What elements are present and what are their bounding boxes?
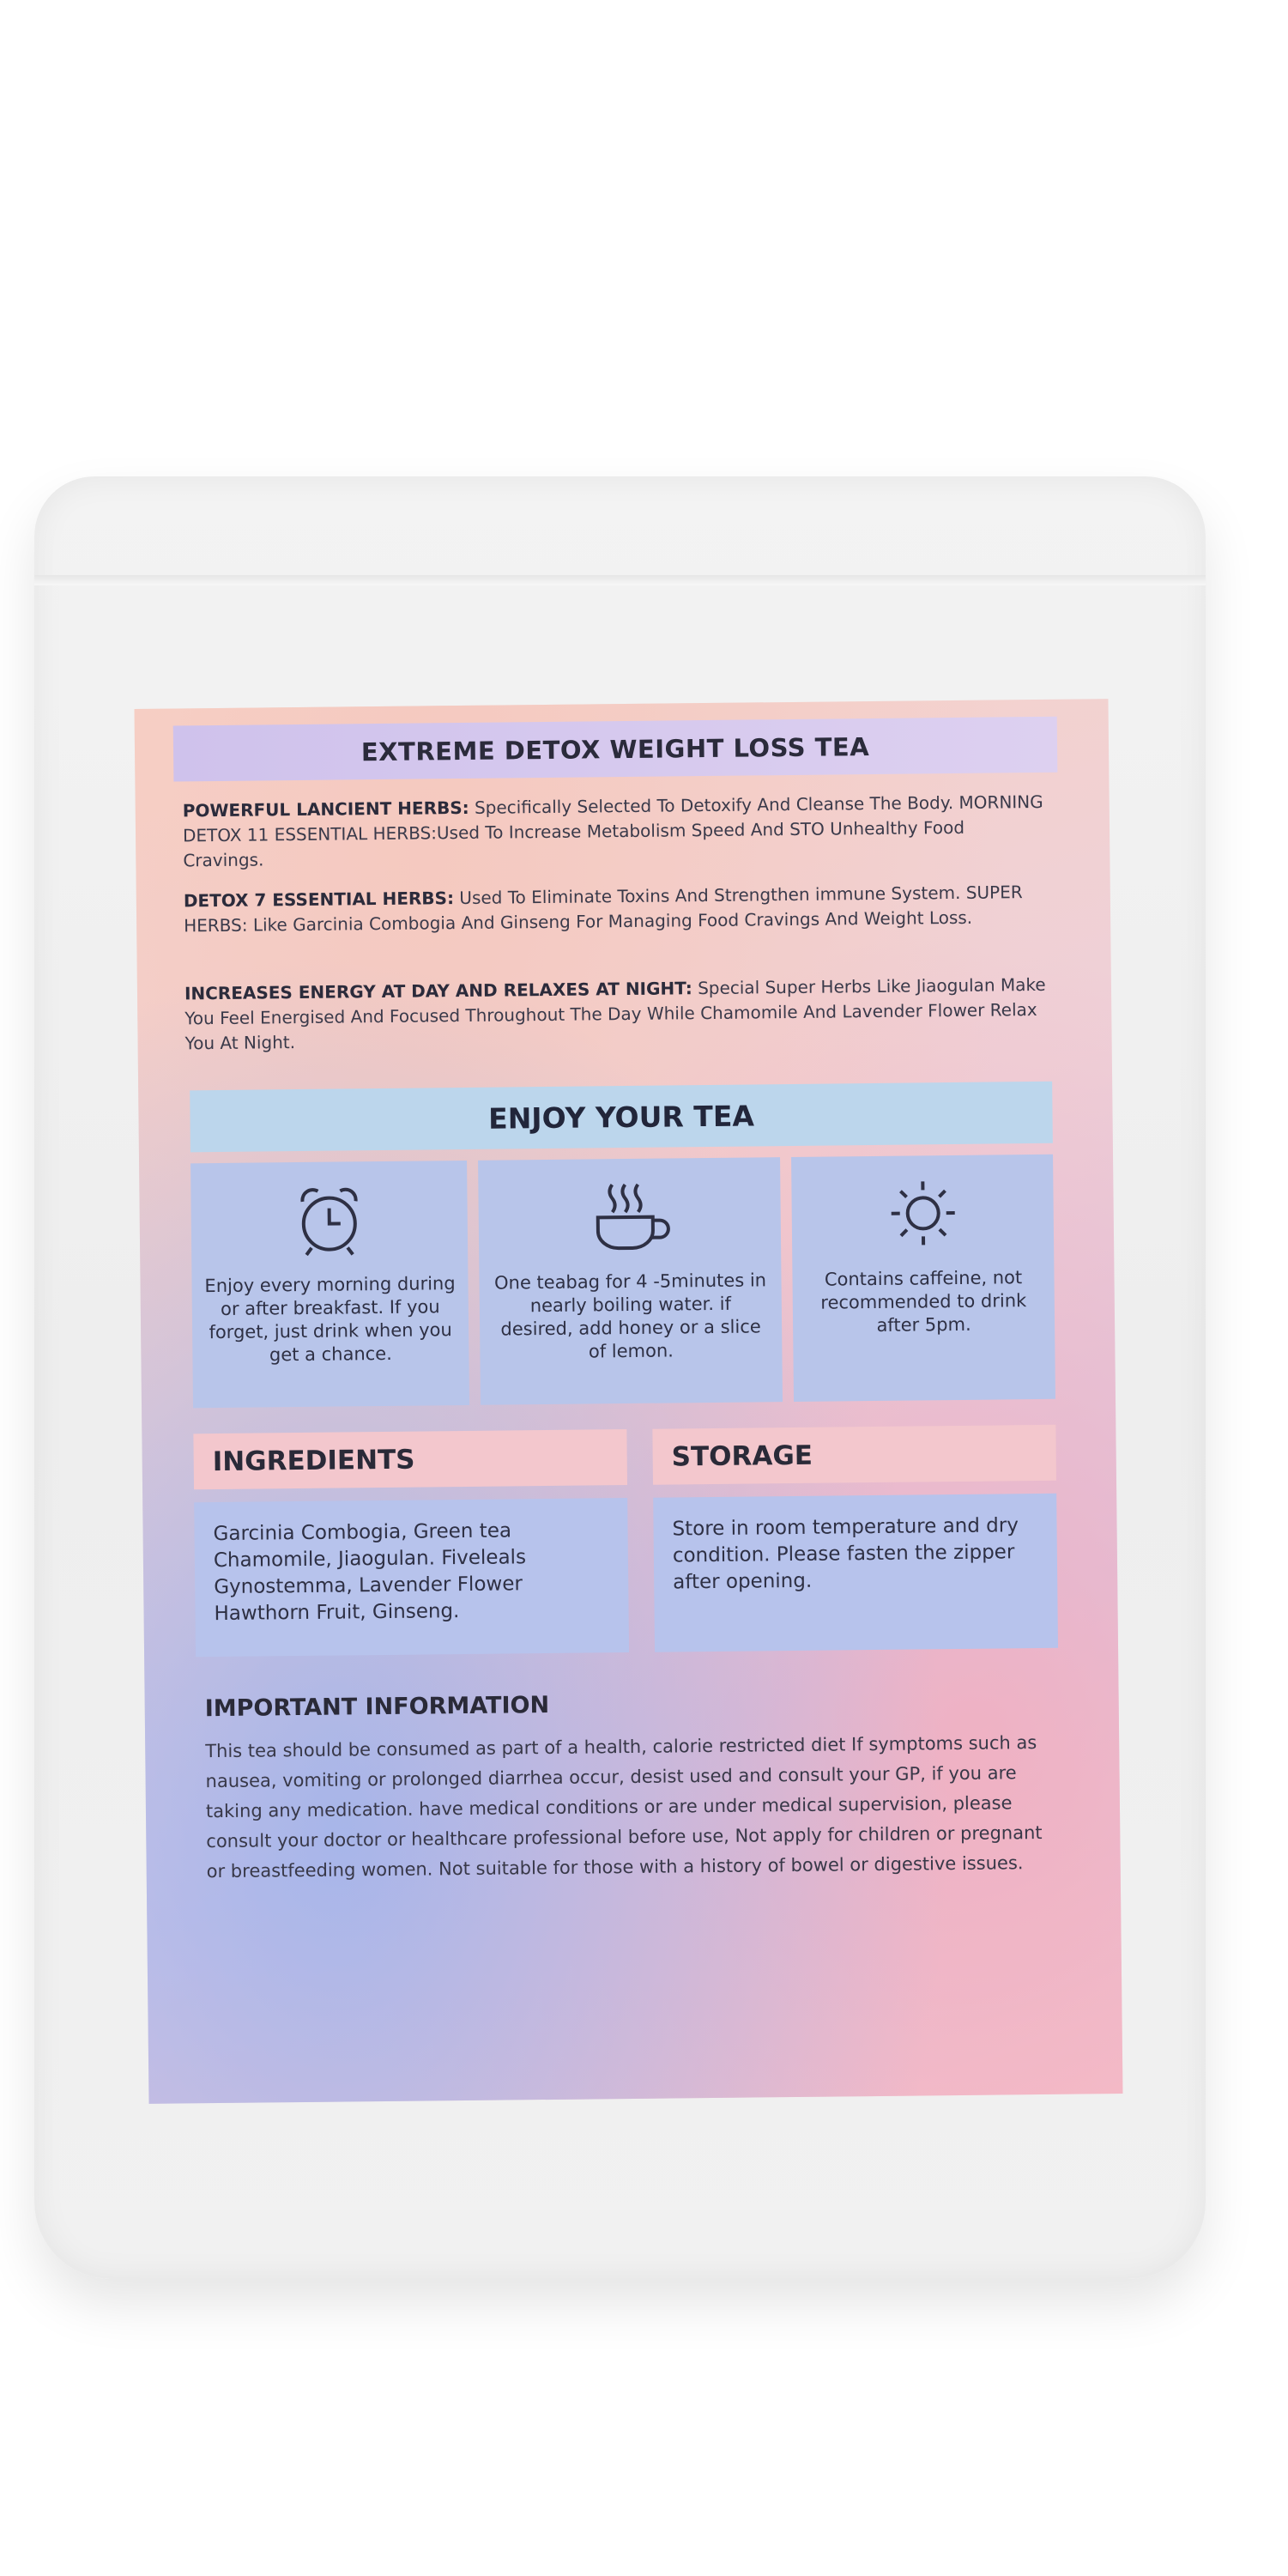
enjoy-title: ENJOY YOUR TEA xyxy=(190,1082,1053,1153)
tile-text: Contains caffeine, not recommended to drink after 5pm. xyxy=(820,1267,1027,1336)
tile-morning xyxy=(190,1161,469,1408)
herbs-paragraph-1 xyxy=(183,790,1050,874)
paragraph-body: Specifically Selected To Detoxify And Cleanse The Body. MORNING DETOX 11 ESSENTIAL HERBS:Used To Increase Metabolism Speed And STO Unhealthy Food Cravings. xyxy=(182,791,1043,871)
product-label xyxy=(135,699,1123,2104)
important-text: This tea should be consumed as part of a health, calorie restricted diet If symptoms such as nausea, vomiting or prolonged diarrhea occur, desist used and consult your GP, if you are taking any medication. have medical conditions or are under medical supervision, please consult your doctor or healthcare professional before use, Not apply for children or pregnant or breastfeeding women. Not suitable for those with a history of bowel or digestive issues. xyxy=(205,1732,1043,1882)
teacup-icon xyxy=(478,1176,781,1257)
paragraph-body: Used To Eliminate Toxins And Strengthen immune System. SUPER HERBS: Like Garcinia Combogia And Ginseng For Managing Food Cravings And Weight Loss. xyxy=(184,882,1023,936)
paragraph-heading: INCREASES ENERGY AT DAY AND RELAXES AT NIGHT: xyxy=(184,978,692,1004)
product-title: EXTREME DETOX WEIGHT LOSS TEA xyxy=(173,717,1058,782)
tile-caffeine xyxy=(791,1155,1055,1402)
herbs-paragraph-2 xyxy=(184,880,1051,939)
storage-text: Store in room temperature and dry condition. Please fasten the zipper after opening. xyxy=(653,1494,1058,1652)
sun-icon xyxy=(791,1173,1054,1253)
tile-brewing xyxy=(478,1157,783,1405)
storage-heading: STORAGE xyxy=(652,1425,1056,1485)
paragraph-heading: POWERFUL LANCIENT HERBS: xyxy=(182,797,469,821)
ingredients-heading: INGREDIENTS xyxy=(193,1429,627,1489)
paragraph-heading: DETOX 7 ESSENTIAL HERBS: xyxy=(183,888,455,912)
tile-text: One teabag for 4 -5minutes in nearly boiling water. if desired, add honey or a slice of lemon. xyxy=(493,1270,767,1362)
zip-seal xyxy=(34,575,1206,585)
ingredients-text: Garcinia Combogia, Green tea Chamomile, Jiaogulan. Fiveleals Gynostemma, Lavender Flower Hawthorn Fruit, Ginseng. xyxy=(194,1498,629,1657)
alarm-clock-icon xyxy=(190,1179,468,1259)
tile-text: Enjoy every morning during or after breakfast. If you forget, just drink when you get a chance. xyxy=(204,1273,456,1366)
paragraph-body: Special Super Herbs Like Jiaogulan Make You Feel Energised And Focused Throughout The Day While Chamomile And Lavender Flower Relax You At Night. xyxy=(184,973,1046,1054)
herbs-paragraph-3 xyxy=(184,973,1052,1057)
important-title: IMPORTANT INFORMATION xyxy=(204,1691,550,1723)
